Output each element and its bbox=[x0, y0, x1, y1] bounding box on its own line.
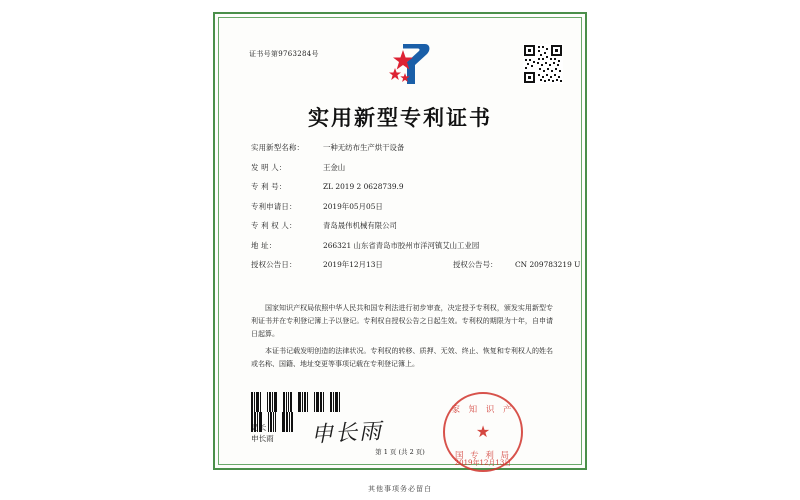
official-seal bbox=[443, 392, 523, 472]
director-name: 申长雨 bbox=[251, 434, 274, 443]
patent-office-emblem-icon bbox=[381, 40, 433, 88]
field-value: 266321 山东省青岛市胶州市洋河镇艾山工业园 bbox=[323, 240, 480, 250]
field-row-address bbox=[251, 240, 557, 251]
field-value: ZL 2019 2 0628739.9 bbox=[323, 182, 404, 191]
certificate-number: 证书号第9763284号 bbox=[249, 50, 319, 58]
field-label: 专 利 权 人： bbox=[251, 221, 297, 230]
field-label: 专 利 号： bbox=[251, 182, 287, 191]
field-row-patent-number bbox=[251, 181, 557, 192]
body-paragraph-1: 国家知识产权局依照中华人民共和国专利法进行初步审查，决定授予专利权，颁发实用新型专利证书并在专利登记簿上予以登记。专利权自授权公告之日起生效。专利权的期限为十年，自申请日起算。 bbox=[251, 304, 553, 338]
barcode bbox=[251, 392, 347, 412]
field-label-grant-number: 授权公告号： bbox=[453, 260, 498, 269]
field-value-grant-number: CN 209783219 U bbox=[515, 260, 581, 269]
director-block bbox=[251, 422, 274, 444]
field-value: 王金山 bbox=[323, 162, 346, 172]
field-label-grant-date: 授权公告日： bbox=[251, 260, 297, 269]
director-signature: 申长雨 bbox=[310, 419, 384, 448]
field-value-grant-date: 2019年12月13日 bbox=[323, 260, 383, 269]
field-row-application-date bbox=[251, 201, 557, 212]
certificate-header bbox=[215, 14, 585, 88]
field-label: 实用新型名称： bbox=[251, 143, 305, 152]
field-row-utility-model-name bbox=[251, 142, 557, 153]
certificate-title: 实用新型专利证书 bbox=[308, 106, 492, 130]
certificate-fields bbox=[251, 142, 581, 279]
field-row-patentee bbox=[251, 220, 557, 231]
field-value: 2019年05月05日 bbox=[323, 201, 383, 211]
field-label: 地 址： bbox=[251, 240, 277, 250]
seal-star-icon: ★ bbox=[475, 422, 491, 442]
field-label: 专利申请日： bbox=[251, 201, 297, 211]
director-label: 局长 bbox=[251, 423, 267, 432]
field-value: 一种无纺布生产烘干设备 bbox=[323, 143, 405, 152]
body-paragraph-2: 本证书记载发明创造的法律状况。专利权的转移、质押、无效、终止、恢复和专利权人的姓名或名称、国籍、地址变更等事项记载在专利登记簿上。 bbox=[251, 347, 553, 368]
field-label: 发 明 人： bbox=[251, 162, 287, 172]
footer-note: 其他事项务必留白 bbox=[368, 485, 432, 493]
certificate-body-text bbox=[251, 302, 553, 375]
field-row-inventor bbox=[251, 162, 557, 173]
seal-text-top: 家 知 识 产 bbox=[451, 405, 515, 415]
field-value: 青岛晟伟机械有限公司 bbox=[323, 221, 397, 230]
seal-date: 2019年12月13日 bbox=[454, 459, 512, 467]
page-number: 第 1 页 (共 2 页) bbox=[375, 448, 425, 456]
qr-code-icon bbox=[523, 44, 563, 84]
seal-text-bottom: 国 专 利 局 bbox=[454, 451, 512, 461]
field-row-grant-announcement bbox=[251, 259, 581, 270]
certificate-border bbox=[213, 12, 587, 470]
